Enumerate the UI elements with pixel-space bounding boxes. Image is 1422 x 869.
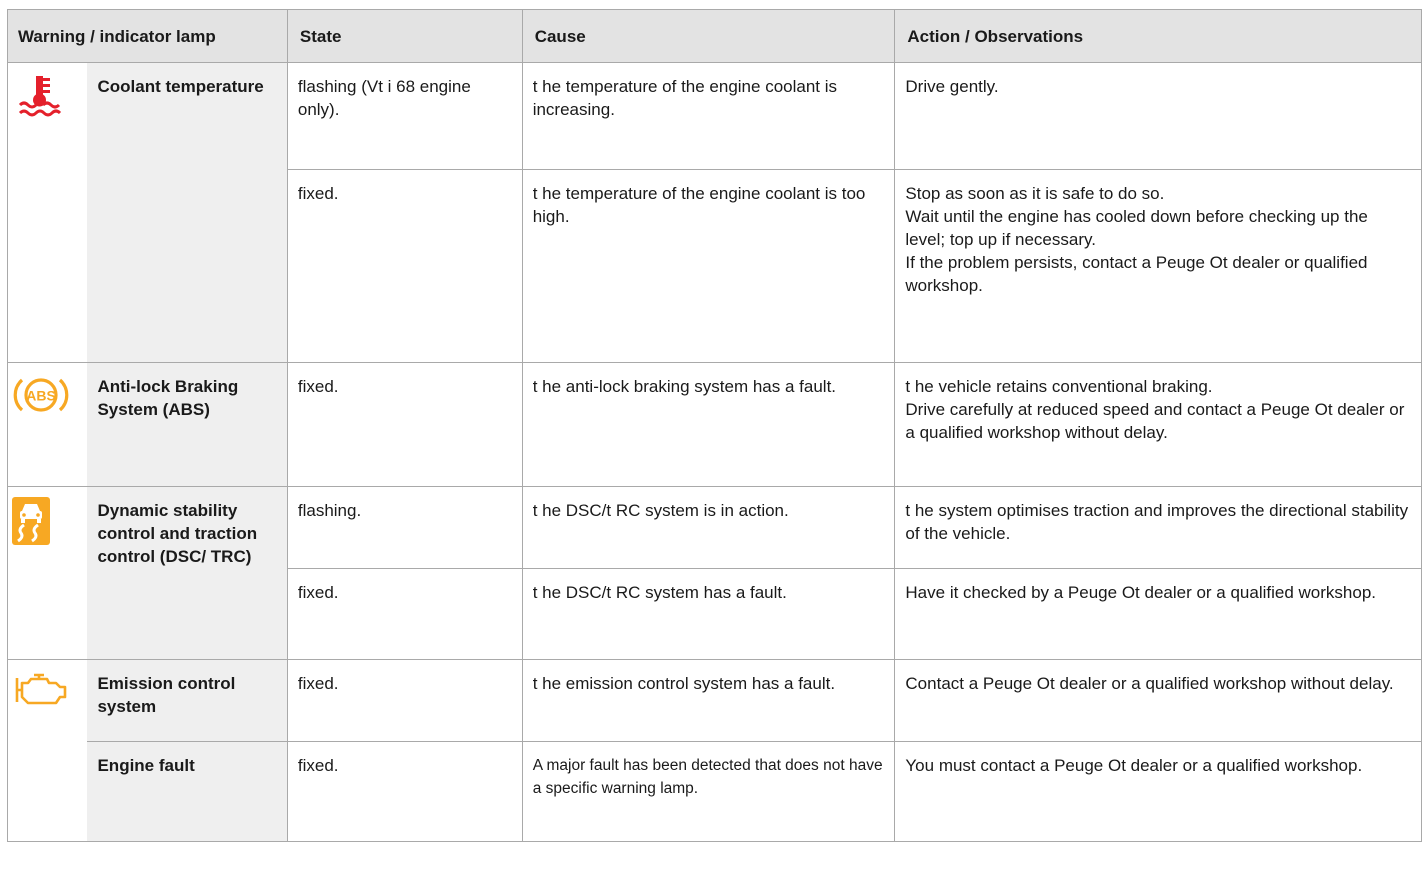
header-state: State xyxy=(287,10,522,63)
skidding-car-icon xyxy=(12,497,50,545)
table-row xyxy=(8,660,1422,742)
action-cell: Contact a Peuge Ot dealer or a qualified workshop without delay. xyxy=(895,660,1422,742)
cause-cell: t he temperature of the engine coolant is too high. xyxy=(522,170,895,363)
lamp-icon-cell xyxy=(8,63,88,363)
cause-cell: A major fault has been detected that does not have a specific warning lamp. xyxy=(522,742,895,842)
lamp-name: Anti-lock Braking System (ABS) xyxy=(87,363,287,487)
header-action: Action / Observations xyxy=(895,10,1422,63)
cause-cell: t he anti-lock braking system has a fault. xyxy=(522,363,895,487)
state-cell: flashing (Vt i 68 engine only). xyxy=(287,63,522,170)
lamp-icon-cell xyxy=(8,363,88,487)
state-cell: flashing. xyxy=(287,487,522,569)
engine-icon xyxy=(14,670,70,710)
state-cell: fixed. xyxy=(287,569,522,660)
lamp-name: Emission control system xyxy=(87,660,287,742)
lamp-icon-cell xyxy=(8,660,88,842)
coolant-temperature-icon xyxy=(16,73,64,119)
header-warning-lamp: Warning / indicator lamp xyxy=(8,10,288,63)
lamp-name: Dynamic stability control and traction control (DSC/ TRC) xyxy=(87,487,287,660)
action-cell: You must contact a Peuge Ot dealer or a qualified workshop. xyxy=(895,742,1422,842)
state-cell: fixed. xyxy=(287,742,522,842)
action-cell: Stop as soon as it is safe to do so. Wait until the engine has cooled down before checking up the level; top up if necessary. If the problem persists, contact a Peuge Ot dealer or qualified workshop. xyxy=(895,170,1422,363)
abs-icon xyxy=(13,373,69,417)
state-cell: fixed. xyxy=(287,170,522,363)
lamp-name: Engine fault xyxy=(87,742,287,842)
cause-cell: t he DSC/t RC system has a fault. xyxy=(522,569,895,660)
table-row xyxy=(8,363,1422,487)
action-cell: t he vehicle retains conventional braking. Drive carefully at reduced speed and contact a Peuge Ot dealer or a qualified workshop without delay. xyxy=(895,363,1422,487)
svg-text:ABS: ABS xyxy=(26,387,56,404)
cause-cell: t he temperature of the engine coolant is increasing. xyxy=(522,63,895,170)
cause-cell: t he DSC/t RC system is in action. xyxy=(522,487,895,569)
lamp-icon-cell xyxy=(8,487,88,660)
table-row xyxy=(8,487,1422,569)
table-row xyxy=(8,742,1422,842)
warning-lamp-table xyxy=(7,9,1422,842)
header-cause: Cause xyxy=(522,10,895,63)
cause-cell: t he emission control system has a fault. xyxy=(522,660,895,742)
state-cell: fixed. xyxy=(287,660,522,742)
action-cell: Have it checked by a Peuge Ot dealer or a qualified workshop. xyxy=(895,569,1422,660)
table-row xyxy=(8,63,1422,170)
table-header-row xyxy=(8,10,1422,63)
state-cell: fixed. xyxy=(287,363,522,487)
action-cell: t he system optimises traction and improves the directional stability of the vehicle. xyxy=(895,487,1422,569)
action-cell: Drive gently. xyxy=(895,63,1422,170)
lamp-name: Coolant temperature xyxy=(87,63,287,363)
